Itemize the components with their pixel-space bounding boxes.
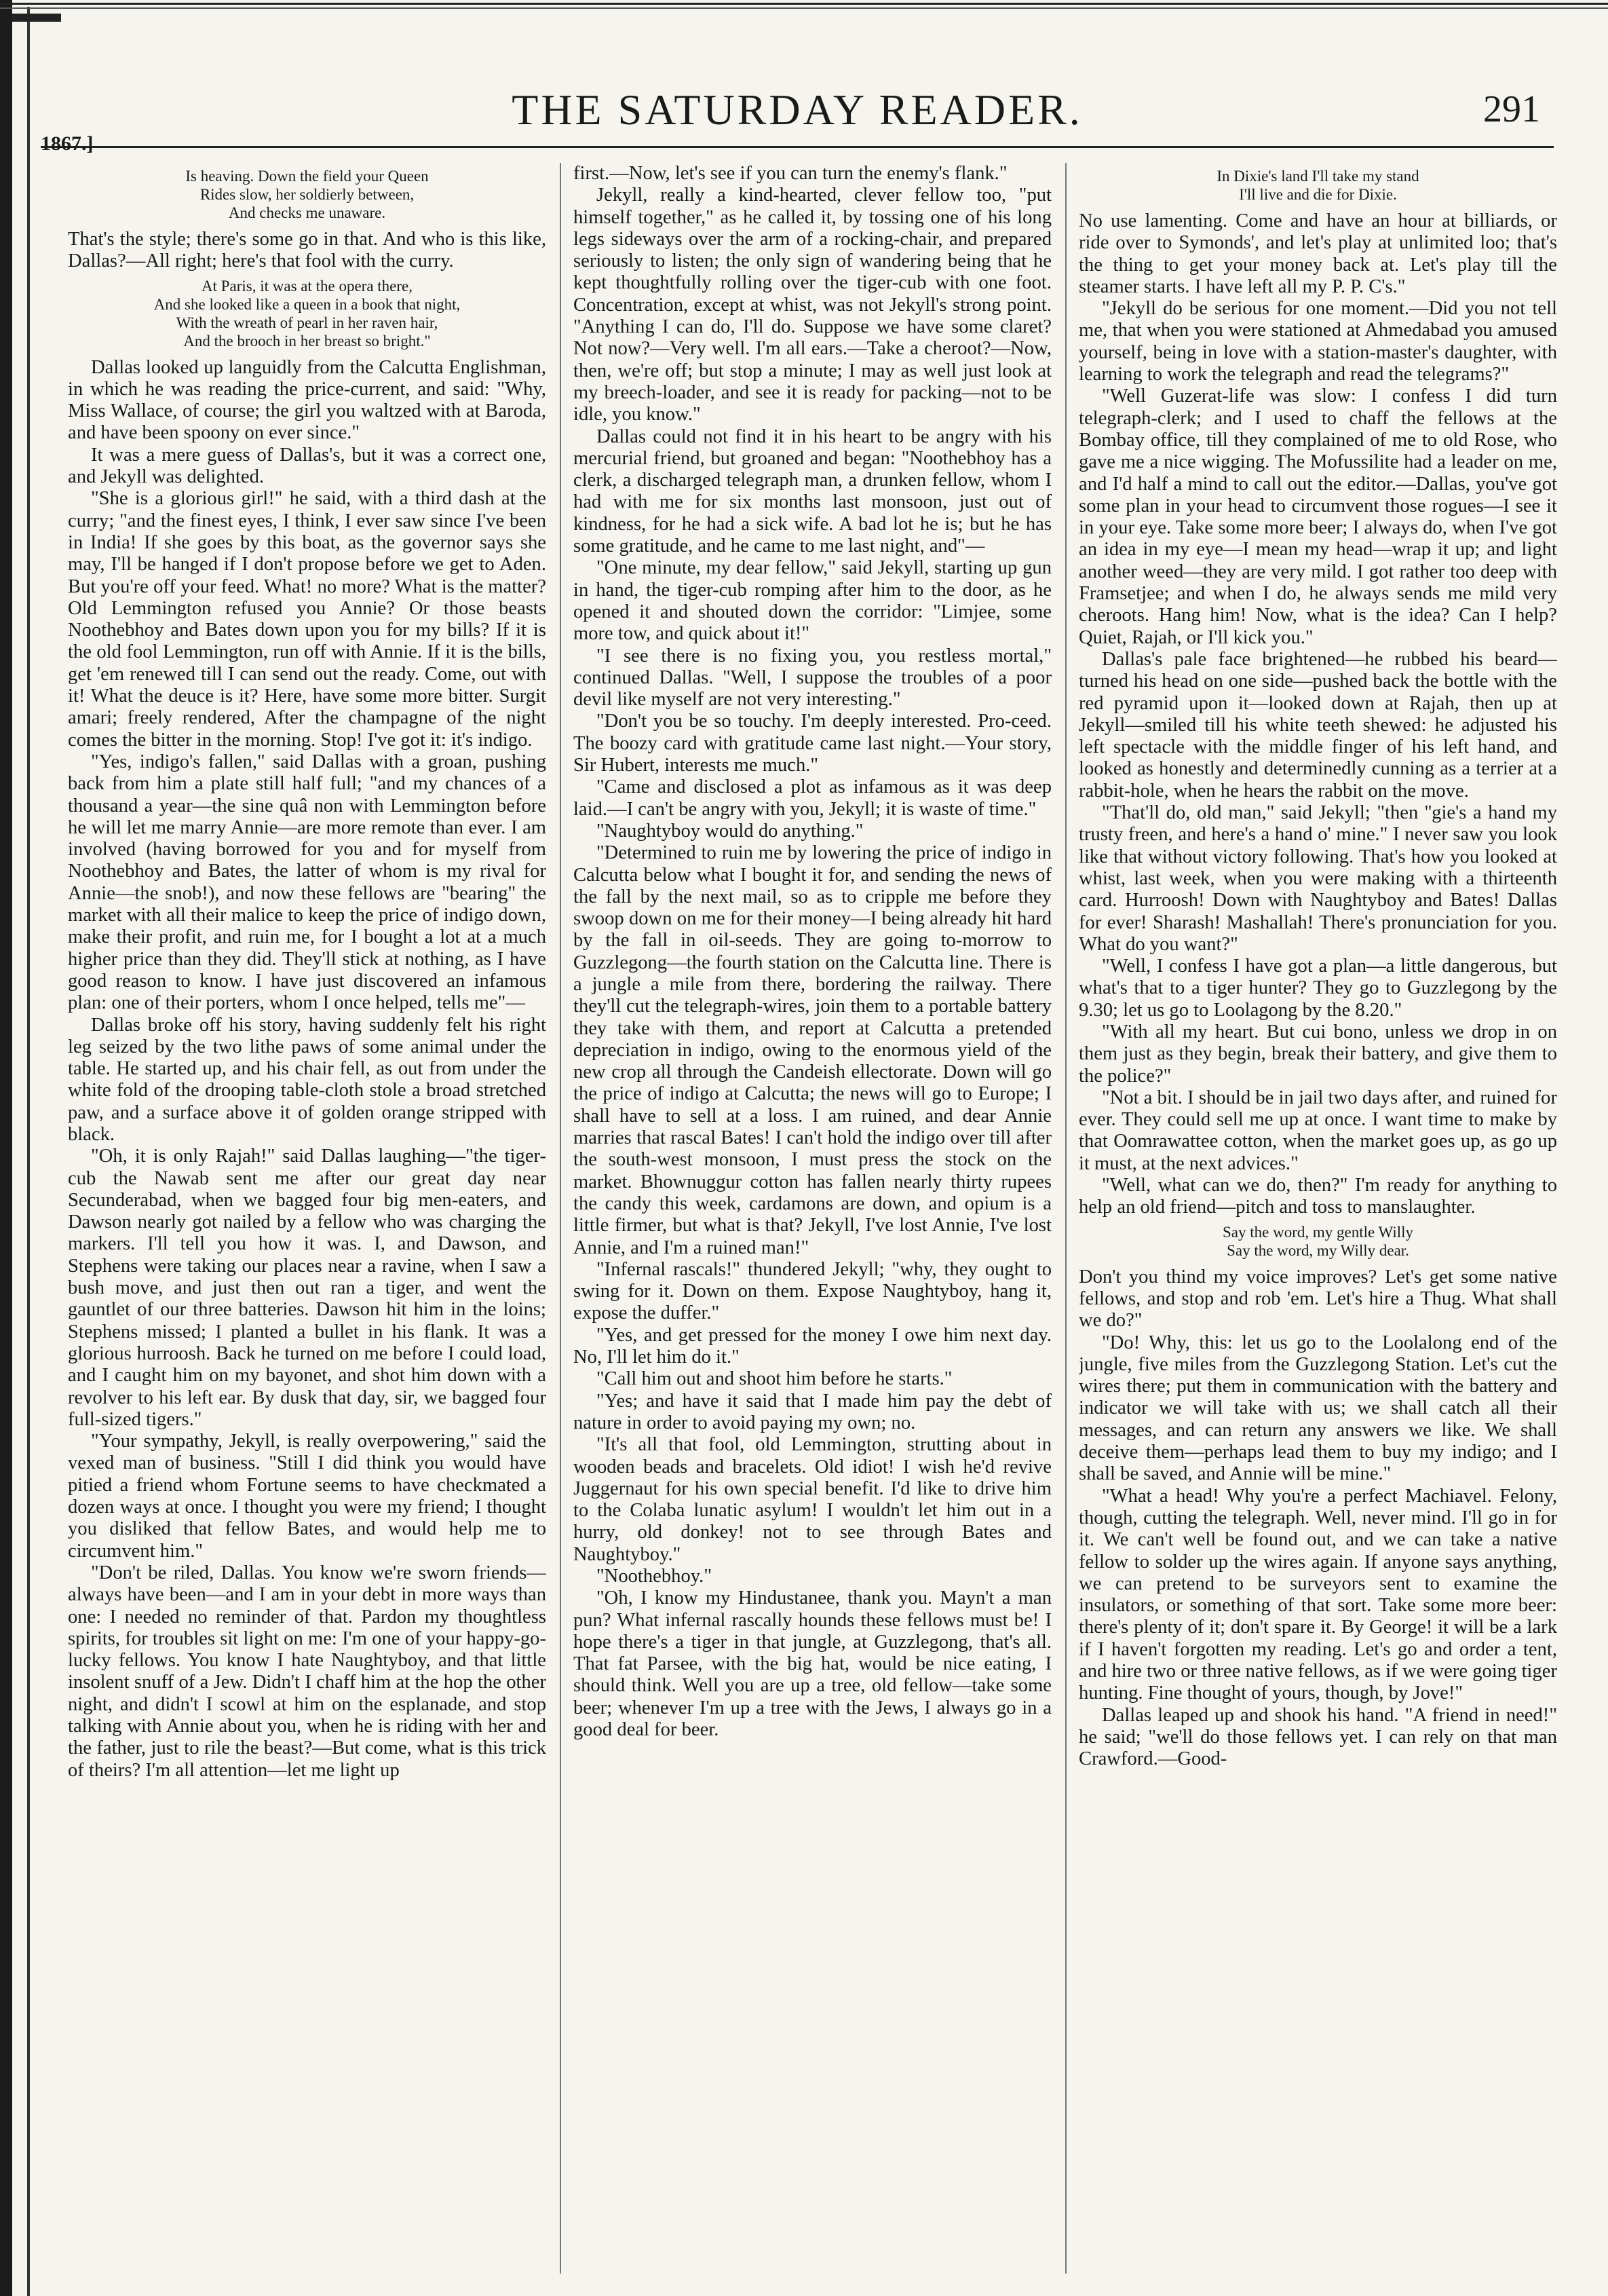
paragraph: Dallas leaped up and shook his hand. "A friend in need!" he said; "we'll do those fellows yet. I can rely on that man Crawford.—Good-	[1079, 1704, 1557, 1770]
binding-edge-line	[27, 7, 30, 2296]
paragraph: No use lamenting. Come and have an hour at billiards, or ride over to Symonds', and let's play at unlimited loo; that's the thing to get your money back at. Let's play till the steamer starts. I have left all my P. P. C's."	[1079, 210, 1557, 297]
paragraph: "Came and disclosed a plot as infamous as it was deep laid.—I can't be angry with you, Jekyll; it is waste of time."	[573, 776, 1052, 820]
paragraph: "Yes, and get pressed for the money I owe him next day. No, I'll let him do it."	[573, 1324, 1052, 1368]
binding-bracket	[12, 14, 61, 22]
verse-quote	[68, 277, 546, 350]
page-header	[41, 64, 1554, 155]
paragraph: "Oh, it is only Rajah!" said Dallas laughing—"the tiger-cub the Nawab sent me after our great day near Secunderabad, when we bagged four big men-eaters, and Dawson nearly got nailed by a fellow who was charging the markers. I'll tell you how it was. I, and Dawson, and Stephens were taking our places near a ravine, when I saw a bush move, and just then out ran a tiger, and went the gauntlet of our three batteries. Dawson hit him in the loins; Stephens missed; I planted a bullet in his flank. It was a glorious hurroosh. Back he turned on me before I could load, and I caught him on my bayonet, and shot him down with a revolver to his left ear. By dusk that day, sir, we bagged four full-sized tigers."	[68, 1146, 546, 1430]
verse-line: In Dixie's land I'll take my stand	[1217, 168, 1419, 185]
paragraph: "One minute, my dear fellow," said Jekyll, starting up gun in hand, the tiger-cub romping after him to the door, as he opened it and shouted down the corridor: "Limjee, some more tow, and quick about it!"	[573, 557, 1052, 645]
verse-quote	[1079, 1223, 1557, 1260]
paragraph: "Yes, indigo's fallen," said Dallas with a groan, pushing back from him a plate still half full; "and my chances of a thousand a year—the sine quâ non with Lemmington before he will let me marry Annie—are more remote than ever. I am involved (having borrowed for you and for myself from Noothebhoy and Bates, the latter of whom is my rival for Annie—the snob!), and now these fellows are "bearing" the market with all their malice to keep the price of indigo down, make their profit, and ruin me, for I bought a lot at a much higher price than they did. They'll stick at nothing, as I have good reason to know. I have just discovered an infamous plan: one of their porters, whom I once helped, tells me"—	[68, 751, 546, 1014]
verse-line: At Paris, it was at the opera there,	[201, 277, 413, 295]
verse-line: With the wreath of pearl in her raven hair,	[176, 314, 438, 331]
verse-line: Say the word, my gentle Willy	[1223, 1223, 1413, 1241]
column-divider-1	[560, 163, 561, 2274]
paragraph: "That'll do, old man," said Jekyll; "then ''gie's a hand my trusty freen, and here's a hand o' mine." I never saw you look like that without victory following. That's how you looked at whist, last week, when you were making with a thirteenth card. Hurroosh! Down with Naughtyboy and Bates! Dallas for ever! Sharash! Mashallah! There's pronunciation for you. What do you want?"	[1079, 802, 1557, 955]
column-3	[1079, 163, 1557, 2280]
paragraph: "Not a bit. I should be in jail two days after, and ruined for ever. They could sell me up at once. I want time to make by that Oomrawattee cotton, when the market goes up, as go up it must, at the next advices."	[1079, 1087, 1557, 1174]
paragraph: Dallas's pale face brightened—he rubbed his beard—turned his head on one side—pushed back the bottle with the red pyramid upon it—looked down at Rajah, then up at Jekyll—smiled till his white teeth shewed: he adjusted his left spectacle with the middle finger of his left hand, and looked as honestly and determinedly cunning as a terrier at a rabbit-hole, when he hears the rabbit on the move.	[1079, 648, 1557, 802]
paragraph: "Determined to ruin me by lowering the price of indigo in Calcutta below what I bought it for, and sending the news of the fall by the next mail, so as to cripple me before they swoop down on me for their money—I being already hit hard by the fall in oil-seeds. They are going to-morrow to Guzzlegong—the fourth station on the Calcutta line. There is a jungle a mile from there, bordering the railway. There they'll cut the telegraph-wires, join them to a portable battery they take with them, and report at Calcutta a pretended depreciation in indigo, owing to the enormous yield of the new crop all through the Candeish ellectorate. Down will go the price of indigo at Calcutta; the news will go to Europe; I shall have to sell at a loss. I am ruined, and dear Annie marries that rascal Bates! I can't hold the indigo over till after the south-west monsoon, I must press the stock on the market. Bhownuggur cotton has fallen nearly thirty rupees the candy this week, cardamons are down, and opium is a little firmer, but what is that? Jekyll, I've lost Annie, I've lost Annie, and I'm a ruined man!"	[573, 842, 1052, 1258]
paragraph: "With all my heart. But cui bono, unless we drop in on them just as they begin, break their battery, and give them to the police?"	[1079, 1021, 1557, 1087]
paragraph: "She is a glorious girl!" he said, with a third dash at the curry; "and the finest eyes, I think, I ever saw since I've been in India! If she goes by this boat, as the governor says she may, I'll be hanged if I don't propose before we get to Aden. But you're off your feed. What! no more? What is the matter? Old Lemmington refused you Annie? Or those beasts Noothebhoy and Bates down upon you for my bills? If it is the old fool Lemmington, run off with Annie. If it is the bills, get 'em renewed till I can send out the ready. Come, out with it! What the deuce is it? Here, have some more bitter. Surgit amari; freely rendered, After the champagne of the night comes the bitter in the morning. Stop! I've got it: it's indigo.	[68, 488, 546, 751]
paragraph: "Oh, I know my Hindustanee, thank you. Mayn't a man pun? What infernal rascally hounds these fellows must be! I hope there's a tiger in that jungle, at Guzzlegong, that's all. That fat Parsee, with the big hat, would be nice eating, I should think. Well you are up a tree, old fellow—take some beer; whenever I'm up a tree with the Jews, I always go in a good deal for beer.	[573, 1587, 1052, 1741]
verse-line: And she looked like a queen in a book that night,	[153, 295, 461, 313]
column-2	[573, 163, 1052, 2280]
paragraph: "Well, I confess I have got a plan—a little dangerous, but what's that to a tiger hunter? They go to Guzzlegong by the 9.30; let us go to Loolagong by the 8.20."	[1079, 956, 1557, 1021]
verse-quote	[68, 167, 546, 222]
paragraph: "Infernal rascals!" thundered Jekyll; "why, they ought to swing for it. Down on them. Expose Naughtyboy, hang it, expose the duffer."	[573, 1258, 1052, 1324]
page-title: THE SATURDAY READER.	[512, 86, 1083, 134]
top-rule	[0, 3, 1608, 10]
paragraph: Dallas could not find it in his heart to be angry with his mercurial friend, but groaned and began: "Noothebhoy has a clerk, a discharged telegraph man, a drunken fellow, whom I had with me for six months last monsoon, just out of kindness, for he had a sick wife. A bad lot he is; but he has some gratitude, and he came to me last night, and"—	[573, 426, 1052, 557]
paragraph: "Do! Why, this: let us go to the Loolalong end of the jungle, five miles from the Guzzlegong Station. Let's cut the wires there; put them in communication with the battery and indicator we will take with us; we shall catch all their messages, and can return any answers we like. We shall deceive them—perhaps lead them to buy my indigo; and I shall be saved, and Annie will be mine."	[1079, 1332, 1557, 1485]
paragraph: "Don't you be so touchy. I'm deeply interested. Pro-ceed. The boozy card with gratitude came last night.—Your story, Sir Hubert, interests me much."	[573, 711, 1052, 776]
paragraph: "Don't be riled, Dallas. You know we're sworn friends—always have been—and I am in your debt in more ways than one: I needed no reminder of that. Pardon my thoughtless spirits, for troubles sit light on me: I'm one of your happy-go-lucky fellows. You know I hate Naughtyboy, and that little insolent snuff of a Jew. Didn't I chaff him at the hop the other night, and didn't I scowl at him on the esplanade, and stop talking with Annie about you, when he is riding with her and the father, just to rile the beast?—But come, what is this trick of theirs? I'm all attention—let me light up	[68, 1562, 546, 1781]
column-1	[68, 163, 546, 2280]
paragraph: "Well, what can we do, then?" I'm ready for anything to help an old friend—pitch and toss to manslaughter.	[1079, 1175, 1557, 1218]
paragraph: "Well Guzerat-life was slow: I confess I did turn telegraph-clerk; and I used to chaff the fellows at the Bombay office, till they complained of me to old Rose, who gave me a nice wigging. The Mofussilite had a leader on me, and I'd half a mind to call out the editor.—Dallas, you've got some plan in your head to circumvent those rogues—I see it in your eye. Take some more beer; I always do, when I've got an idea in my eye—I mean my head—wrap it up; and light another weed—they are very mild. I got rather too deep with Framsetjee; and when I do, he always sends me mild very cheroots. Hang him! Now, what is the idea? Can I help? Quiet, Rajah, or I'll kick you."	[1079, 385, 1557, 648]
page-number: 291	[1483, 88, 1540, 130]
paragraph: "Call him out and shoot him before he starts."	[596, 1368, 953, 1390]
binding-edge	[0, 0, 12, 2296]
paragraph: That's the style; there's some go in that. And who is this like, Dallas?—All right; here's that fool with the curry.	[68, 229, 546, 272]
paragraph: It was a mere guess of Dallas's, but it was a correct one, and Jekyll was delighted.	[68, 444, 546, 488]
verse-quote	[1079, 167, 1557, 204]
verse-line: Say the word, my Willy dear.	[1227, 1241, 1409, 1259]
verse-line: Rides slow, her soldierly between,	[199, 186, 415, 203]
verse-line: And checks me unaware.	[228, 204, 386, 221]
column-divider-2	[1065, 163, 1067, 2274]
paragraph: "Your sympathy, Jekyll, is really overpowering," said the vexed man of business. "Still I did think you would have pitied a friend whom Fortune seems to have checkmated a dozen ways at once. I thought you were my friend; I thought you disliked that fellow Bates, and would help me to circumvent him."	[68, 1431, 546, 1562]
paragraph: "Yes; and have it said that I made him pay the debt of nature in order to avoid paying my own; no.	[573, 1390, 1052, 1433]
paragraph: Jekyll, really a kind-hearted, clever fellow too, "put himself together," as he called it, by tossing one of his long legs sideways over the arm of a rocking-chair, and prepared seriously to listen; the only sign of wandering being that he kept thoughtfully rolling over the tiger-cub with one foot. Concentration, except at whist, was not Jekyll's strong point. "Anything I can do, I'll do. Suppose we have some claret? Not now?—Very well. I'm all ears.—Take a cheroot?—Now, then, we're off; but stop a minute; I may as well just look at my breech-loader, and see it is ready for packing—not to be idle, you know."	[573, 185, 1052, 426]
paragraph: Don't you thind my voice improves? Let's get some native fellows, and stop and rob 'em. Let's hire a Thug. What shall we do?"	[1079, 1266, 1557, 1332]
paragraph: "It's all that fool, old Lemmington, strutting about in wooden beads and bracelets. Old idiot! I wish he'd revive Juggernaut for his own special benefit. I'd like to drive him to the Colaba lunatic asylum! I wouldn't let him out in a hurry, old donkey! not to see through Bates and Naughtyboy."	[573, 1434, 1052, 1565]
header-year: 1867.]	[41, 132, 94, 155]
paragraph: "What a head! Why you're a perfect Machiavel. Felony, though, cutting the telegraph. Well, never mind. I'll go in for it. We can't well be found out, and we can take a native fellow to solder up the wires again. If anyone says anything, we can pretend to be surveyors sent to examine the insulators, or something of that sort. Take some more beer: there's plenty of it; don't spare it. By George! it will be a lark if I haven't forgotten my reading. Let's go and order a tent, and hire two or three native fellows, as if we were going tiger hunting. Fine thought of yours, though, by Jove!"	[1079, 1485, 1557, 1704]
paragraph: Dallas looked up languidly from the Calcutta Englishman, in which he was reading the price-current, and said: "Why, Miss Wallace, of course; the girl you waltzed with at Baroda, and have been spoony on ever since."	[68, 356, 546, 444]
verse-line: And the brooch in her breast so bright."	[183, 332, 431, 350]
paragraph: "Naughtyboy would do anything."	[596, 820, 864, 842]
paragraph: "Jekyll do be serious for one moment.—Did you not tell me, that when you were stationed at Ahmedabad you amused yourself, being in love with a station-master's daughter, with learning to work the telegraph and read the telegrams?"	[1079, 298, 1557, 385]
verse-line: Is heaving. Down the field your Queen	[185, 168, 429, 185]
paragraph: "I see there is no fixing you, you restless mortal," continued Dallas. "Well, I suppose the troubles of a poor devil like myself are not very interesting."	[573, 645, 1052, 711]
paragraph: first.—Now, let's see if you can turn the enemy's flank."	[573, 163, 1008, 184]
paragraph: "Noothebhoy."	[596, 1566, 712, 1587]
paragraph: Dallas broke off his story, having suddenly felt his right leg seized by the two lithe paws of some animal under the table. He started up, and his chair fell, as out from under the white fold of the drooping table-cloth stole a broad stretched paw, and a surface above it of golden orange stripped with black.	[68, 1014, 546, 1145]
verse-line: I'll live and die for Dixie.	[1239, 186, 1397, 203]
